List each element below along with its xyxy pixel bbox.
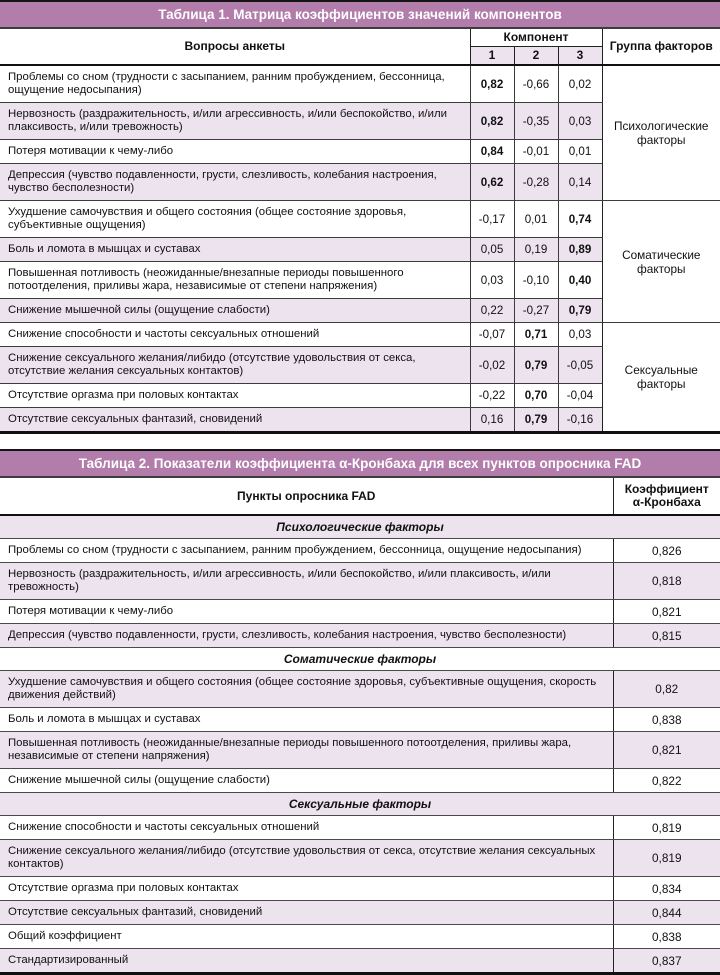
section-header: Психологические факторы: [0, 515, 720, 539]
factor-group-cell: Сексуальные факторы: [602, 323, 720, 433]
table-row: [0, 816, 720, 840]
item-cell: Боль и ломота в мышцах и суставах: [0, 708, 613, 732]
component-1-value: 0,84: [470, 140, 514, 164]
question-cell: Отсутствие сексуальных фантазий, сновидений: [0, 408, 470, 433]
coefficient-value: 0,821: [613, 732, 720, 769]
table2-header: [0, 478, 720, 515]
table1-header: [0, 29, 720, 65]
component-3-value: 0,74: [558, 201, 602, 238]
component-2-value: 0,79: [514, 408, 558, 433]
table-row: [0, 708, 720, 732]
component-1-value: -0,07: [470, 323, 514, 347]
coefficient-value: 0,821: [613, 600, 720, 624]
table-row: [0, 671, 720, 708]
coefficient-value: 0,838: [613, 925, 720, 949]
question-cell: Потеря мотивации к чему-либо: [0, 140, 470, 164]
table2-header-items: Пункты опросника FAD: [0, 478, 613, 515]
component-2-value: 0,19: [514, 238, 558, 262]
component-2-value: -0,66: [514, 65, 558, 103]
component-3-value: -0,04: [558, 384, 602, 408]
coefficient-value: 0,815: [613, 624, 720, 648]
table-row: [0, 840, 720, 877]
table-row-total: [0, 925, 720, 949]
item-cell: Потеря мотивации к чему-либо: [0, 600, 613, 624]
item-cell: Отсутствие оргазма при половых контактах: [0, 877, 613, 901]
item-cell: Общий коэффициент: [0, 925, 613, 949]
component-2-value: -0,01: [514, 140, 558, 164]
component-1-value: -0,22: [470, 384, 514, 408]
coefficient-value: 0,838: [613, 708, 720, 732]
section-header: Сексуальные факторы: [0, 793, 720, 816]
question-cell: Боль и ломота в мышцах и суставах: [0, 238, 470, 262]
table1-header-questions: Вопросы анкеты: [0, 29, 470, 65]
table1-header-component: Компонент: [470, 29, 602, 47]
table2-body: [0, 515, 720, 974]
question-cell: Снижение мышечной силы (ощущение слабости): [0, 299, 470, 323]
table2-title: Таблица 2. Показатели коэффициента α-Кронбаха для всех пунктов опросника FAD: [0, 449, 720, 478]
question-cell: Повышенная потливость (неожиданные/внезапные периоды повышенного потоотделения, приливы жара, независимые от степени напряжения): [0, 262, 470, 299]
section-header-row: [0, 648, 720, 671]
component-1-value: 0,82: [470, 103, 514, 140]
component-2-value: 0,79: [514, 347, 558, 384]
component-2-value: 0,70: [514, 384, 558, 408]
question-cell: Ухудшение самочувствия и общего состояния (общее состояние здоровья, субъективные ощущения): [0, 201, 470, 238]
item-cell: Ухудшение самочувствия и общего состояния (общее состояние здоровья, субъективные ощущения, скорость движения действий): [0, 671, 613, 708]
item-cell: Снижение способности и частоты сексуальных отношений: [0, 816, 613, 840]
component-1-value: 0,62: [470, 164, 514, 201]
question-cell: Нервозность (раздражительность, и/или агрессивность, и/или беспокойство, и/или плаксивость, и/или тревожность): [0, 103, 470, 140]
table-row: [0, 877, 720, 901]
table1-section: [0, 0, 720, 434]
question-cell: Проблемы со сном (трудности с засыпанием, ранним пробуждением, бессонница, ощущение недосыпания): [0, 65, 470, 103]
item-cell: Проблемы со сном (трудности с засыпанием, ранним пробуждением, бессонница, ощущение недосыпания): [0, 539, 613, 563]
component-2-value: -0,35: [514, 103, 558, 140]
coefficient-value: 0,82: [613, 671, 720, 708]
section-header: Соматические факторы: [0, 648, 720, 671]
component-2-value: 0,71: [514, 323, 558, 347]
table-row: [0, 323, 720, 347]
component-2-value: -0,27: [514, 299, 558, 323]
component-3-value: 0,89: [558, 238, 602, 262]
coefficient-value: 0,834: [613, 877, 720, 901]
table-row: [0, 65, 720, 103]
component-3-value: 0,14: [558, 164, 602, 201]
item-cell: Снижение сексуального желания/либидо (отсутствие удовольствия от секса, отсутствие желания сексуальных контактов): [0, 840, 613, 877]
component-1-value: 0,03: [470, 262, 514, 299]
table1-header-component-3: 3: [558, 47, 602, 66]
component-3-value: 0,03: [558, 103, 602, 140]
coefficient-value: 0,819: [613, 840, 720, 877]
section-header-row: [0, 793, 720, 816]
question-cell: Снижение сексуального желания/либидо (отсутствие удовольствия от секса, отсутствие желания сексуальных контактов): [0, 347, 470, 384]
coefficient-value: 0,819: [613, 816, 720, 840]
component-3-value: -0,05: [558, 347, 602, 384]
component-2-value: 0,01: [514, 201, 558, 238]
item-cell: Депрессия (чувство подавленности, грусти, слезливость, колебания настроения, чувство бесполезности): [0, 624, 613, 648]
question-cell: Депрессия (чувство подавленности, грусти, слезливость, колебания настроения, чувство бесполезности): [0, 164, 470, 201]
coefficient-value: 0,822: [613, 769, 720, 793]
table1-header-component-2: 2: [514, 47, 558, 66]
coefficient-value: 0,818: [613, 563, 720, 600]
component-2-value: -0,28: [514, 164, 558, 201]
component-1-value: -0,02: [470, 347, 514, 384]
table1-header-component-1: 1: [470, 47, 514, 66]
table-row: [0, 901, 720, 925]
coefficient-value: 0,826: [613, 539, 720, 563]
table-row: [0, 624, 720, 648]
item-cell: Повышенная потливость (неожиданные/внезапные периоды повышенного потоотделения, приливы жара, независимые от степени напряжения): [0, 732, 613, 769]
table1: [0, 29, 720, 434]
table2: [0, 478, 720, 975]
item-cell: Стандартизированный: [0, 949, 613, 974]
component-3-value: 0,79: [558, 299, 602, 323]
table2-header-coefficient: Коэффициент α-Кронбаха: [613, 478, 720, 515]
component-1-value: 0,05: [470, 238, 514, 262]
component-3-value: 0,40: [558, 262, 602, 299]
component-1-value: -0,17: [470, 201, 514, 238]
component-1-value: 0,16: [470, 408, 514, 433]
table-row: [0, 600, 720, 624]
component-1-value: 0,22: [470, 299, 514, 323]
coefficient-value: 0,837: [613, 949, 720, 974]
component-3-value: 0,01: [558, 140, 602, 164]
item-cell: Отсутствие сексуальных фантазий, сновидений: [0, 901, 613, 925]
table-row: [0, 201, 720, 238]
factor-group-cell: Психологические факторы: [602, 65, 720, 201]
table1-body: [0, 65, 720, 433]
component-3-value: 0,03: [558, 323, 602, 347]
item-cell: Снижение мышечной силы (ощущение слабости): [0, 769, 613, 793]
coefficient-value: 0,844: [613, 901, 720, 925]
table-row-total: [0, 949, 720, 974]
section-header-row: [0, 515, 720, 539]
table-row: [0, 563, 720, 600]
factor-group-cell: Соматические факторы: [602, 201, 720, 323]
table-row: [0, 732, 720, 769]
component-3-value: -0,16: [558, 408, 602, 433]
table1-title: Таблица 1. Матрица коэффициентов значений компонентов: [0, 0, 720, 29]
table1-header-group: Группа факторов: [602, 29, 720, 65]
table-row: [0, 769, 720, 793]
question-cell: Снижение способности и частоты сексуальных отношений: [0, 323, 470, 347]
component-1-value: 0,82: [470, 65, 514, 103]
table2-section: [0, 449, 720, 975]
item-cell: Нервозность (раздражительность, и/или агрессивность, и/или беспокойство, и/или плаксивость, и/или тревожность): [0, 563, 613, 600]
question-cell: Отсутствие оргазма при половых контактах: [0, 384, 470, 408]
component-3-value: 0,02: [558, 65, 602, 103]
table-row: [0, 539, 720, 563]
component-2-value: -0,10: [514, 262, 558, 299]
